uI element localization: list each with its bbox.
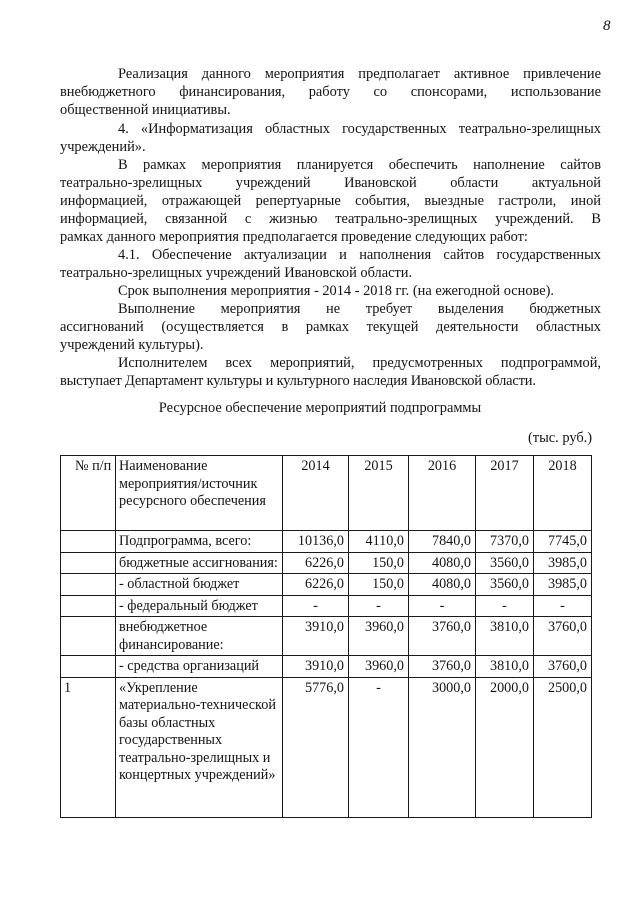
text-line: Реализация данного мероприятия предполагает активное привлечение: [118, 66, 601, 82]
table-cell: 7745,0: [534, 531, 592, 553]
table-cell: 3910,0: [283, 617, 349, 656]
text-line: информацией, отражающей репертуарные события, выездные гастроли, иной: [60, 193, 601, 209]
table-cell: - областной бюджет: [116, 574, 283, 596]
table-cell: - средства организаций: [116, 656, 283, 678]
table-cell: 3960,0: [349, 656, 409, 678]
table-cell: внебюджетное финансирование:: [116, 617, 283, 656]
table-cell: [61, 574, 116, 596]
page-number: 8: [603, 18, 611, 34]
resource-table: [60, 455, 592, 818]
table-cell: -: [409, 595, 476, 617]
table-cell: 7370,0: [476, 531, 534, 553]
table-cell: 150,0: [349, 574, 409, 596]
table-cell: бюджетные ассигнования:: [116, 552, 283, 574]
table-caption: Ресурсное обеспечение мероприятий подпрограммы: [158, 400, 482, 416]
table-row: [61, 656, 592, 678]
table-cell: 3910,0: [283, 656, 349, 678]
text-line: рамках данного мероприятия предполагается проведение следующих работ:: [60, 229, 528, 245]
table-row: [61, 552, 592, 574]
text-line: Исполнителем всех мероприятий, предусмотренных подпрограммой,: [118, 355, 601, 371]
header-cell: 2015: [349, 456, 409, 531]
text-line: 4. «Информатизация областных государственных театрально-зрелищных: [118, 121, 601, 137]
text-line: В рамках мероприятия планируется обеспечить наполнение сайтов: [118, 157, 601, 173]
header-cell: № п/п: [61, 456, 116, 531]
table-units: (тыс. руб.): [528, 430, 593, 446]
table-cell: [61, 656, 116, 678]
table-cell: 6226,0: [283, 552, 349, 574]
table-cell: 5776,0: [283, 677, 349, 817]
table-cell: 4080,0: [409, 574, 476, 596]
table-row: [61, 617, 592, 656]
text-line: внебюджетного финансирования, работу со спонсорами, использование: [60, 84, 601, 100]
table-row: [61, 531, 592, 553]
table-cell: -: [349, 677, 409, 817]
text-line: театрально-зрелищных учреждений Ивановской области актуальной: [60, 175, 601, 191]
header-cell: 2018: [534, 456, 592, 531]
table-cell: 3810,0: [476, 656, 534, 678]
table-row: [61, 574, 592, 596]
table-cell: 3760,0: [409, 656, 476, 678]
text-line: Выполнение мероприятия не требует выделения бюджетных: [118, 301, 601, 317]
table-cell: 3985,0: [534, 552, 592, 574]
table-cell: Подпрограмма, всего:: [116, 531, 283, 553]
table-cell: -: [283, 595, 349, 617]
table-header-row: [61, 456, 592, 531]
table-cell: 4080,0: [409, 552, 476, 574]
table-cell: 3760,0: [534, 617, 592, 656]
table-cell: 7840,0: [409, 531, 476, 553]
table-row: [61, 677, 592, 817]
table-cell: 6226,0: [283, 574, 349, 596]
table-cell: 1: [61, 677, 116, 817]
table-cell: «Укрепление материально-технической базы областных государственных театрально-зрелищных и концертных учреждений»: [116, 677, 283, 817]
table-cell: 2500,0: [534, 677, 592, 817]
table-cell: [61, 552, 116, 574]
table-cell: 3760,0: [409, 617, 476, 656]
text-line: 4.1. Обеспечение актуализации и наполнения сайтов государственных: [118, 247, 601, 263]
table-row: [61, 595, 592, 617]
text-line: информацией, связанной с жизнью театрально-зрелищных учреждений. В: [60, 211, 601, 227]
text-line: учреждений».: [60, 139, 146, 155]
table-cell: [61, 531, 116, 553]
text-line: выступает Департамент культуры и культурного наследия Ивановской области.: [60, 373, 536, 389]
header-cell: 2014: [283, 456, 349, 531]
header-cell: Наименование мероприятия/источник ресурсного обеспечения: [116, 456, 283, 531]
table-cell: - федеральный бюджет: [116, 595, 283, 617]
table-cell: [61, 617, 116, 656]
table-cell: 3560,0: [476, 574, 534, 596]
header-cell: 2017: [476, 456, 534, 531]
table-cell: [61, 595, 116, 617]
table-cell: 3810,0: [476, 617, 534, 656]
table-cell: -: [534, 595, 592, 617]
table-cell: 4110,0: [349, 531, 409, 553]
table-cell: 3760,0: [534, 656, 592, 678]
table-cell: 3000,0: [409, 677, 476, 817]
table-cell: 3560,0: [476, 552, 534, 574]
header-cell: 2016: [409, 456, 476, 531]
text-line: ассигнований (осуществляется в рамках текущей деятельности областных: [60, 319, 601, 335]
text-line: учреждений культуры).: [60, 337, 204, 353]
text-line: общественной инициативы.: [60, 102, 231, 118]
table-cell: 3985,0: [534, 574, 592, 596]
text-line: театрально-зрелищных учреждений Ивановской области.: [60, 265, 413, 281]
table-cell: 2000,0: [476, 677, 534, 817]
table-cell: -: [349, 595, 409, 617]
table-cell: 150,0: [349, 552, 409, 574]
table-cell: 10136,0: [283, 531, 349, 553]
text-line: Срок выполнения мероприятия - 2014 - 2018 гг. (на ежегодной основе).: [118, 283, 555, 299]
table-cell: 3960,0: [349, 617, 409, 656]
table-cell: -: [476, 595, 534, 617]
